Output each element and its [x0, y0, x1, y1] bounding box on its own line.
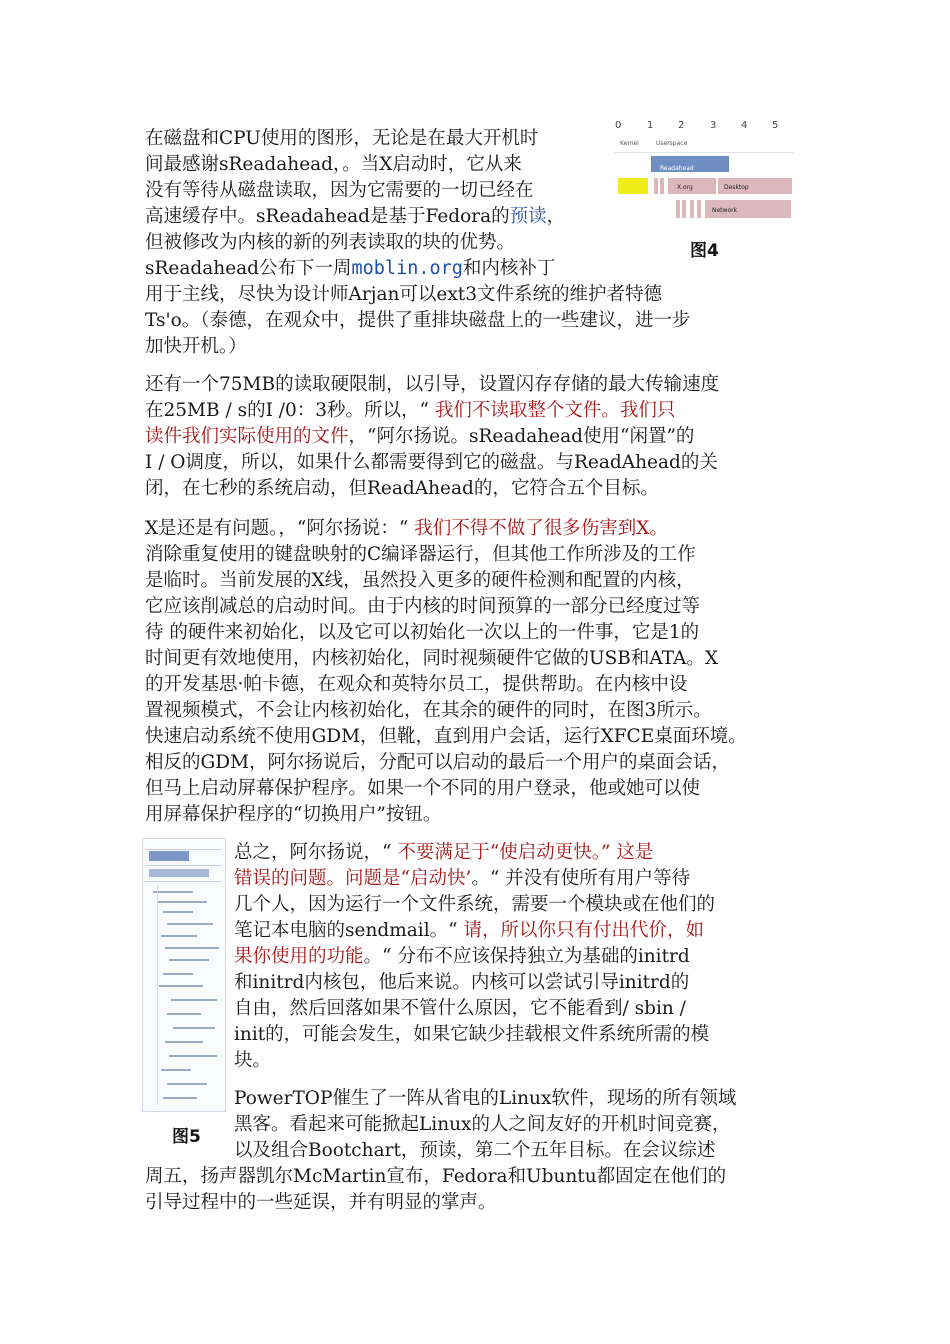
paragraph-2 [145, 372, 810, 502]
text-span: 在25MB / s的I /0：3秒。所以，“ [145, 400, 435, 421]
figure-5-caption: 图5 [172, 1127, 201, 1147]
text-line: 消除重复使用的键盘映射的C编译器运行，但其他工作所涉及的工作 [145, 544, 696, 565]
text-line: I / O调度，所以，如果什么都需要得到它的磁盘。与ReadAhead的关 [145, 452, 718, 473]
quote-text: 我们不得不做了很多伤害到X。 [414, 518, 668, 539]
text-line: 引导过程中的一些延误，并有明显的掌声。 [145, 1192, 497, 1213]
timeline-tick: 1 [647, 120, 654, 131]
text-line [234, 944, 810, 970]
text-line: init的，可能会发生，如果它缺少挂载根文件系统所需的模 [234, 1024, 710, 1045]
text-span: 笔记本电脑的sendmail。“ [234, 920, 464, 941]
text-line: 相反的GDM，阿尔扬说后，分配可以启动的最后一个用户的桌面会话， [145, 752, 731, 773]
text-line [234, 918, 810, 944]
text-span: sReadahead公布下一周 [145, 258, 352, 279]
quote-text: 我们不读取整个文件。我们只 [434, 400, 676, 421]
phase-label-userspace: Userspace [656, 140, 688, 147]
process-bar [161, 935, 197, 937]
text-span: ，“阿尔扬说。sReadahead使用“闲置”的 [348, 426, 695, 447]
quote-text: 不要满足于“使启动更快。” [397, 842, 617, 863]
xorg-bar-label: X.org [677, 184, 693, 191]
text-line [145, 256, 810, 282]
quote-text: 读件我们实际使用的文件 [145, 426, 349, 447]
disk-graph [149, 869, 209, 877]
process-bar [169, 1055, 217, 1057]
process-bar [163, 1097, 197, 1099]
paragraph-5-top [234, 1086, 810, 1164]
text-line: 和initrd内核包，他后来说。内核可以尝试引导initrd的 [234, 972, 690, 993]
text-span: ， [546, 206, 566, 227]
bootchart-tree-line [157, 885, 158, 1105]
text-line: 自由，然后回落如果不管什么原因，它不能看到/ sbin / [234, 998, 686, 1019]
text-line: 的开发基思·帕卡德，在观众和英特尔员工，提供帮助。在内核中设 [145, 674, 688, 695]
quote-text: 这是 [616, 842, 654, 863]
timeline-tick: 4 [741, 120, 748, 131]
process-bar [159, 985, 203, 987]
text-line: 用屏幕保护程序的“切换用户”按钮。 [145, 804, 442, 825]
timeline-tick: 2 [678, 120, 685, 131]
text-line [145, 398, 810, 424]
bootchart-divider [145, 865, 221, 866]
desktop-bar-label: Desktop [724, 184, 749, 191]
text-line: 是临时。当前发展的X线，虽然投入更多的硬件检测和配置的内核， [145, 570, 695, 591]
paragraph-1 [145, 126, 810, 360]
phase-label-kernel: Kernel [620, 140, 639, 147]
timeline-tick: 5 [772, 120, 779, 131]
process-bar [165, 1041, 203, 1043]
text-line: 块。 [234, 1050, 272, 1071]
figure-5-bootchart [142, 838, 226, 1112]
quote-text: 请，所以你只有付出代价，如 [463, 920, 704, 941]
process-bar [167, 1013, 201, 1015]
quote-text: 果你使用的功能 [234, 946, 364, 967]
preload-link[interactable]: 预读 [509, 206, 547, 227]
process-bar [167, 1083, 207, 1085]
text-line: 但被修改为内核的新的列表读取的块的优势。 [145, 232, 516, 253]
text-line [234, 840, 810, 866]
paragraph-4 [234, 840, 810, 1074]
text-line: 它应该削减总的启动时间。由于内核的时间预算的一部分已经度过等 [145, 596, 701, 617]
text-span: 。“ 并没有使所有用户等待 [471, 868, 691, 889]
text-line [145, 516, 810, 542]
process-bar [173, 1027, 215, 1029]
paragraph-3 [145, 516, 810, 828]
figure-4-caption: 图4 [690, 241, 719, 261]
text-span: 和内核补丁 [462, 258, 556, 279]
process-bar [161, 1069, 191, 1071]
text-line: 以及组合Bootchart，预读，第二个五年目标。在会议综述 [234, 1140, 716, 1161]
paragraph-5-bottom [145, 1164, 810, 1216]
bootchart-divider [145, 881, 221, 882]
process-bar [163, 973, 193, 975]
text-line: 置视频模式，不会让内核初始化，在其余的硬件的同时，在图3所示。 [145, 700, 712, 721]
text-span: 总之，阿尔扬说，“ [234, 842, 398, 863]
text-line: 闭，在七秒的系统启动，但ReadAhead的，它符合五个目标。 [145, 478, 659, 499]
process-bar [157, 901, 207, 903]
text-span: 高速缓存中。sReadahead是基于Fedora的 [145, 206, 510, 227]
text-line: Ts'o。（泰德，在观众中，提供了重排块磁盘上的一些建议，进一步 [145, 310, 691, 331]
text-line: 用于主线，尽快为设计师Arjan可以ext3文件系统的维护者特德 [145, 284, 662, 305]
text-line [145, 204, 810, 230]
text-line: 间最感谢sReadahead，。当X启动时，它从来 [145, 154, 522, 175]
timeline-tick: 3 [710, 120, 717, 131]
cpu-graph [149, 851, 189, 861]
text-span: 。“ 分布不应该保持独立为基础的initrd [363, 946, 690, 967]
text-line: 加快开机。） [145, 336, 247, 357]
text-line [234, 866, 810, 892]
process-bar [165, 947, 219, 949]
process-bar [153, 891, 193, 893]
text-line: PowerTOP催生了一阵从省电的Linux软件，现场的所有领域 [234, 1088, 737, 1109]
text-line: 在磁盘和CPU使用的图形，无论是在最大开机时 [145, 128, 539, 149]
timeline-tick: 0 [615, 120, 622, 131]
text-line [145, 424, 810, 450]
network-bar-label: Network [712, 207, 738, 214]
text-line: 周五，扬声器凯尔McMartin宣布，Fedora和Ubuntu都固定在他们的 [145, 1166, 727, 1187]
readahead-bar-label: Readahead [660, 165, 694, 172]
text-line: 没有等待从磁盘读取，因为它需要的一切已经在 [145, 180, 534, 201]
text-line: 快速启动系统不使用GDM，但靴，直到用户会话，运行XFCE桌面环境。 [145, 726, 747, 747]
text-line: 时间更有效地使用，内核初始化，同时视频硬件它做的USB和ATA。X [145, 648, 719, 669]
moblin-link[interactable]: moblin.org [351, 258, 463, 279]
bootchart-header [145, 841, 221, 850]
process-bar [169, 959, 209, 961]
text-line: 但马上启动屏幕保护程序。如果一个不同的用户登录，他或她可以使 [145, 778, 701, 799]
process-bar [171, 999, 217, 1001]
text-span: X是还是有问题。，“阿尔扬说：“ [145, 518, 415, 539]
text-line: 待 的硬件来初始化，以及它可以初始化一次以上的一件事，它是1的 [145, 622, 700, 643]
quote-text: 错误的问题。问题是“启动快’ [234, 868, 472, 889]
process-bar [163, 911, 193, 913]
text-line: 黑客。看起来可能掀起Linux的人之间友好的开机时间竞赛， [234, 1114, 731, 1135]
text-line: 几个人，因为运行一个文件系统，需要一个模块或在他们的 [234, 894, 716, 915]
text-line: 还有一个75MB的读取硬限制，以引导，设置闪存存储的最大传输速度 [145, 374, 720, 395]
process-bar [167, 923, 213, 925]
